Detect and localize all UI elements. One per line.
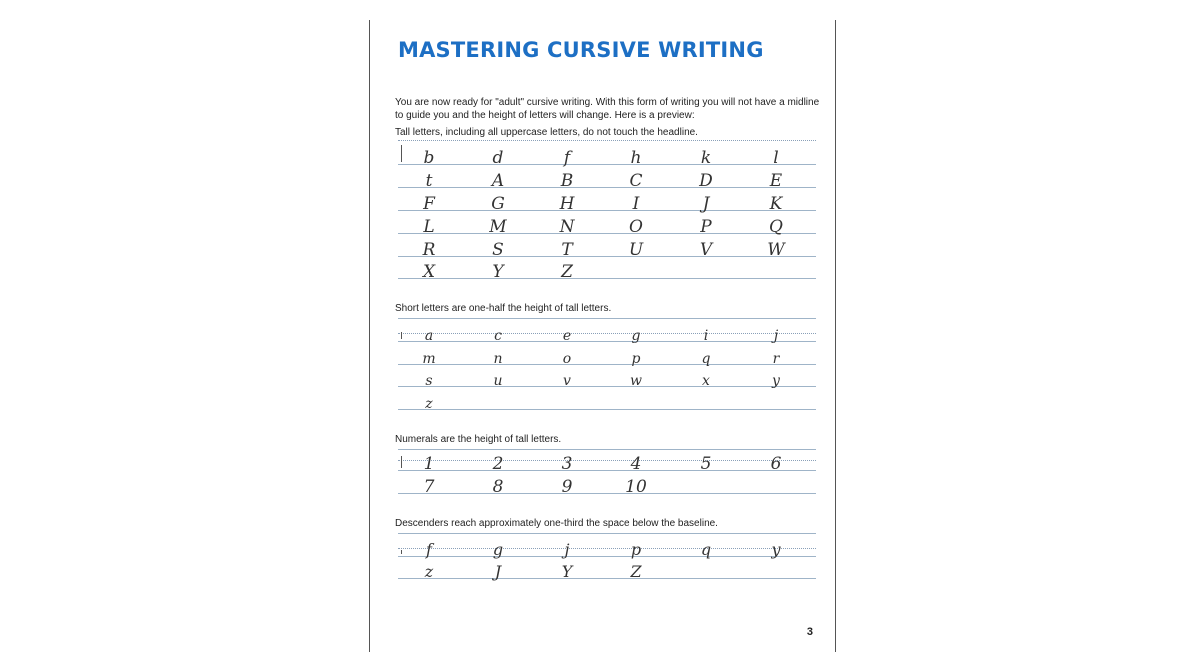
cursive-letter: J bbox=[494, 562, 502, 582]
cursive-letter: k bbox=[700, 147, 712, 168]
cursive-letter: i bbox=[703, 328, 709, 345]
cursive-letter: 1 bbox=[423, 453, 435, 474]
cursive-letter: r bbox=[772, 351, 780, 368]
cursive-letter: p bbox=[630, 540, 642, 560]
midline bbox=[398, 460, 816, 461]
cursive-letter: F bbox=[423, 193, 435, 214]
cursive-letter: 9 bbox=[561, 476, 573, 497]
baseline bbox=[398, 187, 816, 188]
cursive-letter: c bbox=[494, 328, 502, 345]
midline bbox=[398, 333, 816, 334]
cursive-letter: b bbox=[423, 147, 435, 168]
height-marker bbox=[401, 550, 402, 554]
cursive-letter: O bbox=[629, 216, 643, 237]
cursive-letter: C bbox=[629, 170, 643, 191]
cursive-letter: R bbox=[422, 239, 436, 260]
cursive-letter: j bbox=[564, 540, 570, 560]
headline bbox=[398, 318, 816, 319]
cursive-letter: M bbox=[489, 216, 507, 237]
cursive-letter: 6 bbox=[770, 453, 782, 474]
page-title: MASTERING CURSIVE WRITING bbox=[398, 38, 764, 62]
cursive-letter: y bbox=[772, 373, 780, 390]
cursive-letter: 5 bbox=[700, 453, 712, 474]
cursive-letter: 7 bbox=[423, 476, 435, 497]
height-marker bbox=[401, 332, 402, 339]
baseline bbox=[398, 233, 816, 234]
cursive-letter: h bbox=[630, 147, 642, 168]
cursive-letter: l bbox=[773, 147, 779, 168]
section-caption: Descenders reach approximately one-third the space below the baseline. bbox=[395, 518, 718, 529]
baseline bbox=[398, 256, 816, 257]
cursive-letter: f bbox=[426, 540, 432, 560]
cursive-letter: A bbox=[491, 170, 505, 191]
cursive-letter: E bbox=[769, 170, 783, 191]
cursive-letter: Z bbox=[561, 261, 573, 282]
baseline bbox=[398, 386, 816, 387]
cursive-letter: 10 bbox=[625, 476, 647, 497]
baseline bbox=[398, 470, 816, 471]
baseline bbox=[398, 578, 816, 579]
cursive-letter: 3 bbox=[561, 453, 573, 474]
intro-paragraph: You are now ready for "adult" cursive writing. With this form of writing you will not have a midline to guide you and the height of letters will change. Here is a preview: bbox=[395, 97, 820, 121]
baseline bbox=[398, 556, 816, 557]
cursive-letter: Y bbox=[561, 562, 573, 582]
cursive-letter: v bbox=[563, 373, 571, 390]
headline bbox=[398, 533, 816, 534]
baseline bbox=[398, 341, 816, 342]
cursive-letter: n bbox=[493, 351, 503, 368]
midline bbox=[398, 548, 816, 549]
height-marker bbox=[401, 145, 402, 162]
headline bbox=[398, 449, 816, 450]
cursive-letter: U bbox=[628, 239, 644, 260]
cursive-letter: t bbox=[425, 170, 433, 191]
cursive-letter: J bbox=[702, 193, 710, 214]
cursive-letter: T bbox=[561, 239, 573, 260]
cursive-letter: D bbox=[699, 170, 713, 191]
workbook-page bbox=[369, 20, 836, 652]
cursive-letter: o bbox=[562, 351, 572, 368]
cursive-letter: z bbox=[424, 562, 434, 582]
cursive-letter: g bbox=[492, 540, 504, 560]
baseline bbox=[398, 278, 816, 279]
cursive-letter: V bbox=[699, 239, 713, 260]
cursive-letter: H bbox=[559, 193, 575, 214]
cursive-letter: Y bbox=[492, 261, 504, 282]
cursive-letter: g bbox=[631, 328, 641, 345]
cursive-letter: K bbox=[769, 193, 783, 214]
cursive-letter: p bbox=[631, 351, 641, 368]
cursive-letter: m bbox=[422, 351, 436, 368]
cursive-letter: L bbox=[423, 216, 435, 237]
cursive-letter: N bbox=[559, 216, 575, 237]
headline bbox=[398, 140, 816, 141]
cursive-letter: f bbox=[563, 147, 571, 168]
cursive-letter: z bbox=[425, 396, 433, 413]
section-caption: Tall letters, including all uppercase letters, do not touch the headline. bbox=[395, 127, 698, 138]
cursive-letter: x bbox=[702, 373, 710, 390]
cursive-letter: W bbox=[767, 239, 785, 260]
cursive-letter: I bbox=[632, 193, 640, 214]
cursive-letter: B bbox=[560, 170, 574, 191]
baseline bbox=[398, 164, 816, 165]
section-caption: Numerals are the height of tall letters. bbox=[395, 434, 562, 445]
cursive-letter: X bbox=[422, 261, 436, 282]
cursive-letter: u bbox=[493, 373, 503, 390]
baseline bbox=[398, 409, 816, 410]
cursive-letter: 4 bbox=[630, 453, 642, 474]
section-caption: Short letters are one-half the height of tall letters. bbox=[395, 303, 612, 314]
cursive-letter: a bbox=[424, 328, 434, 345]
cursive-letter: w bbox=[630, 373, 642, 390]
baseline bbox=[398, 493, 816, 494]
cursive-letter: 8 bbox=[492, 476, 504, 497]
cursive-letter: s bbox=[425, 373, 433, 390]
baseline bbox=[398, 210, 816, 211]
cursive-letter: G bbox=[491, 193, 505, 214]
cursive-letter: d bbox=[492, 147, 504, 168]
height-marker bbox=[401, 456, 402, 468]
cursive-letter: Z bbox=[630, 562, 642, 582]
cursive-letter: q bbox=[701, 351, 711, 368]
cursive-letter: S bbox=[492, 239, 504, 260]
cursive-letter: Q bbox=[769, 216, 783, 237]
cursive-letter: q bbox=[700, 540, 712, 560]
cursive-letter: e bbox=[562, 328, 572, 345]
cursive-letter: j bbox=[773, 328, 779, 345]
cursive-letter: 2 bbox=[492, 453, 504, 474]
cursive-letter: y bbox=[771, 540, 781, 560]
baseline bbox=[398, 364, 816, 365]
page-number: 3 bbox=[806, 626, 813, 638]
cursive-letter: P bbox=[700, 216, 712, 237]
